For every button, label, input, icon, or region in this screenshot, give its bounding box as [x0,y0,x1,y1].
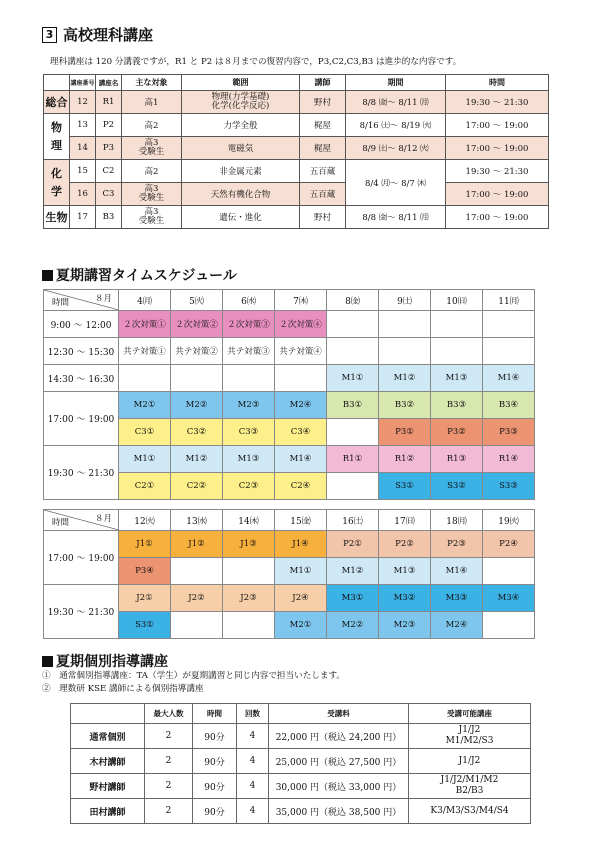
course-no: 16 [70,183,96,206]
class-cell: S3① [119,612,171,639]
time-slot: 17:00 ～ 19:00 [44,531,119,585]
class-cell: J1① [119,531,171,558]
class-cell: M2③ [223,392,275,419]
day-header: 5㈫ [171,290,223,311]
time-slot: 14:30 ～ 16:30 [44,365,119,392]
row-label: 木村講師 [71,749,145,774]
empty-cell [223,365,275,392]
subject-general: 総合 [44,91,70,114]
class-cell: ２次対策② [171,311,223,338]
section3-heading [42,24,153,45]
course-period: 8/4 ㈪～ 8/7 ㈭ [346,160,446,206]
header-courses: 受講可能講座 [409,704,531,724]
corner-cell [44,510,119,531]
class-cell: P2③ [431,531,483,558]
class-cell: M1② [379,365,431,392]
course-period: 8/16 ㈯～ 8/19 ㈫ [346,114,446,137]
class-cell: M1① [327,365,379,392]
class-cell: M1④ [431,558,483,585]
square-bullet-icon [42,656,53,667]
course-teacher: 五百蔵 [300,183,346,206]
header-time: 時間 [446,75,549,91]
class-cell: S3② [431,473,483,500]
header-target: 主な対象 [122,75,182,91]
class-cell: B3④ [483,392,535,419]
empty-cell [431,311,483,338]
class-cell: M1③ [379,558,431,585]
time-slot: 12:30 ～ 15:30 [44,338,119,365]
day-header: 9㈯ [379,290,431,311]
session-count: 4 [237,799,269,824]
course-time: 17:00 ～ 19:00 [446,137,549,160]
class-cell: M3③ [431,585,483,612]
max-count: 2 [145,774,193,799]
course-period: 8/9 ㈯～ 8/12 ㈫ [346,137,446,160]
table-row [44,311,535,338]
class-cell: 共テ対策② [171,338,223,365]
course-teacher: 梶屋 [300,137,346,160]
empty-cell [483,558,535,585]
day-header: 8㈮ [327,290,379,311]
empty-cell [431,338,483,365]
class-cell: P2② [379,531,431,558]
class-cell: C3② [171,419,223,446]
section3-intro: 理科講座は 120 分講義ですが，R1 と P2 は８月までの復習内容で，P3,C2,C3,B3 は進歩的な内容です。 [50,57,462,67]
course-time: 17:00 ～ 19:00 [446,206,549,229]
empty-cell [327,311,379,338]
class-cell: C2① [119,473,171,500]
header-period: 期間 [346,75,446,91]
header-subject-blank [44,75,70,91]
table-row [71,724,531,749]
schedule-heading [42,265,237,285]
class-cell: B3③ [431,392,483,419]
empty-cell [379,311,431,338]
available-courses: J1/J2 M1/M2/S3 [409,724,531,749]
row-label: 通常個別 [71,724,145,749]
section-number: 3 [42,27,57,43]
class-cell: M2① [119,392,171,419]
square-bullet-icon [42,270,53,281]
corner-cell [44,290,119,311]
day-header: 10㈰ [431,290,483,311]
course-no: 12 [70,91,96,114]
time-slot: 9:00 ～ 12:00 [44,311,119,338]
day-header: 17㈰ [379,510,431,531]
table-row [44,585,535,612]
class-cell: M1③ [223,446,275,473]
class-cell: P3① [379,419,431,446]
empty-cell [327,473,379,500]
table-header [44,510,535,531]
day-header: 7㈭ [275,290,327,311]
individual-table [70,703,531,824]
session-count: 4 [237,749,269,774]
class-cell: M1① [119,446,171,473]
class-cell: ２次対策④ [275,311,327,338]
course-code: B3 [96,206,122,229]
course-code: P3 [96,137,122,160]
course-range: 非金属元素 [182,160,300,183]
session-count: 4 [237,724,269,749]
class-cell: M1④ [275,446,327,473]
header-blank [71,704,145,724]
class-cell: ２次対策③ [223,311,275,338]
course-target: 高1 [122,91,182,114]
class-cell: P3④ [119,558,171,585]
empty-cell [483,612,535,639]
subject-chemistry: 化 学 [44,160,70,206]
class-cell: C3① [119,419,171,446]
class-cell: S3① [379,473,431,500]
row-label: 田村講師 [71,799,145,824]
note-1: ① 通常個別指導講座：TA（学生）が夏期講習と同じ内容で担当いたします。 [42,671,345,681]
empty-cell [327,338,379,365]
table-row [44,338,535,365]
row-label: 野村講師 [71,774,145,799]
course-teacher: 梶屋 [300,114,346,137]
class-cell: M2④ [275,392,327,419]
subject-biology: 生物 [44,206,70,229]
class-cell: M2④ [431,612,483,639]
course-code: R1 [96,91,122,114]
individual-notes [42,670,345,696]
class-cell: M2① [275,612,327,639]
empty-cell [119,365,171,392]
table-row [44,531,535,558]
course-target: 高3 受験生 [122,183,182,206]
class-cell: M1④ [483,365,535,392]
max-count: 2 [145,799,193,824]
class-cell: J1④ [275,531,327,558]
class-cell: R1③ [431,446,483,473]
course-target: 高2 [122,114,182,137]
course-time: 19:30 ～ 21:30 [446,91,549,114]
course-code: C3 [96,183,122,206]
class-cell: P3② [431,419,483,446]
subject-physics: 物 理 [44,114,70,160]
class-cell: P2④ [483,531,535,558]
course-code: C2 [96,160,122,183]
class-cell: B3② [379,392,431,419]
course-time: 17:00 ～ 19:00 [446,183,549,206]
time-slot: 19:30 ～ 21:30 [44,446,119,500]
table-header [44,75,549,91]
course-no: 15 [70,160,96,183]
empty-cell [223,612,275,639]
course-target: 高3 受験生 [122,137,182,160]
empty-cell [275,365,327,392]
individual-title: 夏期個別指導講座 [56,654,168,670]
day-header: 19㈫ [483,510,535,531]
day-header: 16㈯ [327,510,379,531]
available-courses: J1/J2/M1/M2 B2/B3 [409,774,531,799]
course-range: 力学全般 [182,114,300,137]
fee: 25,000 円（税込 27,500 円） [269,749,409,774]
course-range: 電磁気 [182,137,300,160]
class-cell: C2④ [275,473,327,500]
course-period: 8/8 ㈮～ 8/11 ㈪ [346,91,446,114]
class-cell: M3④ [483,585,535,612]
table-row [44,183,549,206]
class-cell: R1④ [483,446,535,473]
class-cell: J2② [171,585,223,612]
class-cell: M1① [275,558,327,585]
class-cell: M3① [327,585,379,612]
corner-month: ８月 [94,514,112,524]
header-teacher: 講師 [300,75,346,91]
class-cell: M1② [171,446,223,473]
available-courses: K3/M3/S3/M4/S4 [409,799,531,824]
class-cell: C3④ [275,419,327,446]
day-header: 14㈭ [223,510,275,531]
course-no: 14 [70,137,96,160]
day-header: 11㈪ [483,290,535,311]
day-header: 6㈬ [223,290,275,311]
header-fee: 受講料 [269,704,409,724]
section3-title: 高校理科講座 [63,26,154,44]
class-cell: M1② [327,558,379,585]
header-max: 最大人数 [145,704,193,724]
individual-heading [42,651,168,671]
class-cell: M2③ [379,612,431,639]
day-header: 12㈫ [119,510,171,531]
time-slot: 17:00 ～ 19:00 [44,392,119,446]
course-range: 物理(力学基礎) 化学(化学反応) [182,91,300,114]
table-row [71,799,531,824]
corner-time: 時間 [52,298,70,308]
class-cell: 共テ対策③ [223,338,275,365]
table-row [44,206,549,229]
corner-time: 時間 [52,518,70,528]
table-row [44,365,535,392]
schedule-title: 夏期講習タイムスケジュール [56,268,237,284]
course-teacher: 野村 [300,206,346,229]
table-header [71,704,531,724]
class-cell: P2① [327,531,379,558]
day-header: 13㈬ [171,510,223,531]
schedule-week2 [43,509,535,639]
class-cell: B3① [327,392,379,419]
note-2: ② 理数研 KSE 講師による個別指導講座 [42,684,204,694]
empty-cell [379,338,431,365]
day-header: 4㈪ [119,290,171,311]
class-cell: J2③ [223,585,275,612]
class-cell: M2② [171,392,223,419]
course-range: 遺伝・進化 [182,206,300,229]
course-teacher: 野村 [300,91,346,114]
course-time: 19:30 ～ 21:30 [446,160,549,183]
class-cell: J1③ [223,531,275,558]
course-no: 13 [70,114,96,137]
course-target: 高3 受験生 [122,206,182,229]
class-cell: C2② [171,473,223,500]
class-cell: M1③ [431,365,483,392]
class-cell: ２次対策① [119,311,171,338]
duration: 90分 [193,799,237,824]
fee: 30,000 円（税込 33,000 円） [269,774,409,799]
time-slot: 19:30 ～ 21:30 [44,585,119,639]
available-courses: J1/J2 [409,749,531,774]
class-cell: M3② [379,585,431,612]
class-cell: C3③ [223,419,275,446]
table-row [44,392,535,419]
course-period: 8/8 ㈮～ 8/11 ㈪ [346,206,446,229]
table-row [44,137,549,160]
duration: 90分 [193,749,237,774]
max-count: 2 [145,724,193,749]
course-range: 天然有機化合物 [182,183,300,206]
table-row [44,91,549,114]
max-count: 2 [145,749,193,774]
header-no: 講座番号 [70,75,96,91]
course-teacher: 五百蔵 [300,160,346,183]
empty-cell [223,558,275,585]
empty-cell [483,311,535,338]
day-header: 15㈮ [275,510,327,531]
corner-month: ８月 [94,294,112,304]
duration: 90分 [193,724,237,749]
table-row [44,446,535,473]
header-time: 時間 [193,704,237,724]
header-range: 範囲 [182,75,300,91]
empty-cell [327,419,379,446]
class-cell: R1① [327,446,379,473]
day-header: 18㈪ [431,510,483,531]
science-course-table [43,74,549,229]
class-cell: J1② [171,531,223,558]
table-header [44,290,535,311]
course-no: 17 [70,206,96,229]
class-cell: P3③ [483,419,535,446]
duration: 90分 [193,774,237,799]
schedule-week1 [43,289,535,500]
session-count: 4 [237,774,269,799]
class-cell: C2③ [223,473,275,500]
table-row [44,114,549,137]
class-cell: M2② [327,612,379,639]
table-row [71,774,531,799]
fee: 35,000 円（税込 38,500 円） [269,799,409,824]
class-cell: 共テ対策④ [275,338,327,365]
header-code: 講座名 [96,75,122,91]
empty-cell [171,612,223,639]
fee: 22,000 円（税込 24,200 円） [269,724,409,749]
course-time: 17:00 ～ 19:00 [446,114,549,137]
class-cell: J2① [119,585,171,612]
class-cell: R1② [379,446,431,473]
table-row [71,749,531,774]
course-code: P2 [96,114,122,137]
empty-cell [171,558,223,585]
table-row [44,160,549,183]
empty-cell [171,365,223,392]
header-count: 回数 [237,704,269,724]
empty-cell [483,338,535,365]
class-cell: S3③ [483,473,535,500]
class-cell: J2④ [275,585,327,612]
class-cell: 共テ対策① [119,338,171,365]
course-target: 高2 [122,160,182,183]
